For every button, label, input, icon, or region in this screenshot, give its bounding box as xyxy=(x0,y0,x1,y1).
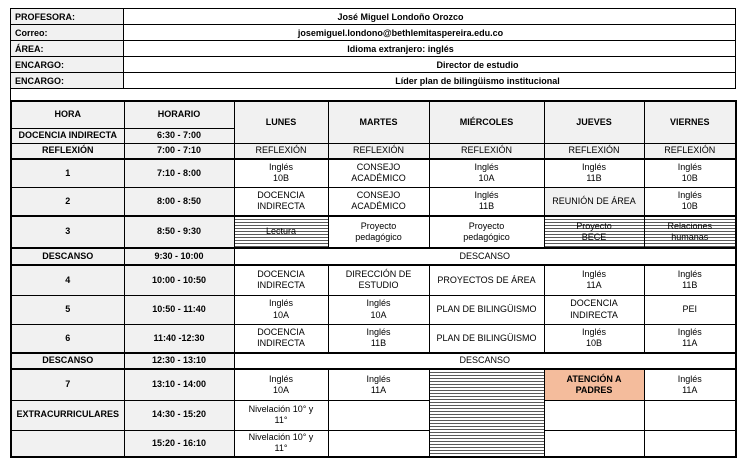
cell-viernes-fila-1520 xyxy=(644,430,736,457)
cell-text: LUNES xyxy=(265,116,297,127)
cell-hora-hora-4-1000 xyxy=(11,265,124,295)
cell-miercoles-reflexion-0700 xyxy=(429,143,544,159)
info-label-encargo-2: ENCARGO: xyxy=(11,73,124,89)
cell-text: Inglés xyxy=(677,327,702,337)
cell-text: 11B xyxy=(478,201,495,212)
cell-text: Nivelación 10° y xyxy=(248,432,314,442)
cell-text: HORARIO xyxy=(157,109,201,120)
cell-text: Inglés xyxy=(268,373,294,384)
cell-martes-hora-5-1050 xyxy=(328,295,429,324)
cell-text: VIERNES xyxy=(669,116,710,127)
cell-martes-reflexion-0700 xyxy=(328,143,429,159)
cell-text: REFLEXIÓN xyxy=(41,145,94,156)
cell-text: Inglés xyxy=(677,162,702,172)
cell-viernes-hora-7-1310 xyxy=(644,369,736,400)
cell-text: Inglés xyxy=(474,162,499,172)
cell-text: Inglés xyxy=(366,298,391,309)
cell-text: DOCENCIA xyxy=(257,190,305,200)
schedule-row-descanso-0930 xyxy=(11,248,736,265)
cell-hora-header xyxy=(11,101,124,128)
cell-text: Proyecto xyxy=(468,220,505,231)
cell-martes-extracurriculares-1430 xyxy=(328,400,429,430)
cell-text: ACADÉMICO xyxy=(351,201,406,212)
cell-viernes-hora-1-0710 xyxy=(644,159,736,187)
cell-text: EXTRACURRICULARES xyxy=(16,409,119,420)
cell-jueves-fila-1520 xyxy=(544,430,644,457)
cell-lunes-hora-4-1000 xyxy=(234,265,328,295)
cell-text: Inglés xyxy=(474,190,499,200)
info-label-correo: Correo: xyxy=(11,25,124,41)
cell-text: 10:50 - 11:40 xyxy=(152,303,206,314)
cell-miercoles-hora-6-1140 xyxy=(429,324,544,353)
cell-horario-header xyxy=(124,101,234,128)
cell-text: 11° xyxy=(274,443,288,454)
cell-text: Lectura xyxy=(265,226,297,237)
cell-viernes-hora-4-1000 xyxy=(644,265,736,295)
cell-lunes-hora-5-1050 xyxy=(234,295,328,324)
cell-miercoles-hora-3-0850 xyxy=(429,216,544,248)
cell-hora-extracurriculares-1430 xyxy=(11,400,124,430)
cell-miercoles-header xyxy=(429,101,544,143)
cell-horario-extracurriculares-1430 xyxy=(124,400,234,430)
cell-jueves-hora-5-1050 xyxy=(544,295,644,324)
info-row-encargo-1 xyxy=(11,57,736,73)
cell-text: 11° xyxy=(274,415,288,425)
cell-text: Inglés xyxy=(581,162,607,172)
cell-text: REFLEXIÓN xyxy=(352,145,404,156)
cell-text: CONSEJO xyxy=(356,190,401,200)
cell-viernes-hora-6-1140 xyxy=(644,324,736,353)
cell-lunes-descanso-1230 xyxy=(234,353,736,369)
cell-text: HORA xyxy=(54,109,81,120)
cell-text: 11B xyxy=(586,173,602,184)
cell-text: 13:10 - 14:00 xyxy=(151,379,207,390)
cell-text: DOCENCIA xyxy=(257,327,305,337)
cell-text: 10B xyxy=(585,338,602,349)
cell-text: 9:30 - 10:00 xyxy=(154,250,204,261)
cell-hora-hora-6-1140 xyxy=(11,324,124,353)
cell-text: DESCANSO xyxy=(459,355,510,366)
cell-martes-hora-7-1310 xyxy=(328,369,429,400)
schedule-row-hora-4-1000 xyxy=(11,265,736,295)
cell-text: 10A xyxy=(370,309,387,320)
schedule-row-extracurriculares-1430 xyxy=(11,400,736,430)
cell-horario-hora-4-1000 xyxy=(124,265,234,295)
cell-jueves-reflexion-0700 xyxy=(544,143,644,159)
cell-horario-hora-2-0800 xyxy=(124,187,234,216)
cell-horario-descanso-0930 xyxy=(124,248,234,265)
cell-text: 1 xyxy=(65,167,71,178)
schedule-row-hora-1-0710 xyxy=(11,159,736,187)
schedule-row-hora-3-0850 xyxy=(11,216,736,248)
cell-martes-hora-1-0710 xyxy=(328,159,429,187)
info-row-area xyxy=(11,41,736,57)
cell-text: 10B xyxy=(681,201,698,212)
cell-text: INDIRECTA xyxy=(257,338,305,349)
cell-horario-descanso-1230 xyxy=(124,353,234,369)
schedule-row-header xyxy=(11,101,736,128)
cell-miercoles-hora-7-1310 xyxy=(429,369,544,457)
cell-text: Inglés xyxy=(677,269,702,279)
cell-viernes-reflexion-0700 xyxy=(644,143,736,159)
cell-text: PADRES xyxy=(575,384,613,395)
cell-text: Relaciones xyxy=(667,220,713,231)
cell-text: Inglés xyxy=(677,373,702,384)
cell-hora-hora-7-1310 xyxy=(11,369,124,400)
cell-martes-hora-2-0800 xyxy=(328,187,429,216)
cell-horario-hora-7-1310 xyxy=(124,369,234,400)
info-label-profesora: PROFESORA: xyxy=(11,9,124,25)
cell-horario-hora-6-1140 xyxy=(124,324,234,353)
cell-horario-reflexion-0700 xyxy=(124,143,234,159)
cell-text: PLAN DE BILINGÜISMO xyxy=(436,332,537,343)
info-value-encargo-2: Líder plan de bilingüismo institucional xyxy=(124,73,736,89)
info-row-correo xyxy=(11,25,736,41)
cell-miercoles-hora-1-0710 xyxy=(429,159,544,187)
schedule-row-hora-7-1310 xyxy=(11,369,736,400)
cell-text: Proyecto xyxy=(360,220,397,231)
cell-text: 11A xyxy=(682,384,698,395)
teacher-info-table xyxy=(10,8,736,89)
cell-hora-descanso-0930 xyxy=(11,248,124,265)
schedule-row-fila-1520 xyxy=(11,430,736,457)
cell-hora-hora-1-0710 xyxy=(11,159,124,187)
cell-text: REFLEXIÓN xyxy=(460,145,512,156)
cell-text: Inglés xyxy=(366,327,391,337)
cell-text: 7 xyxy=(65,379,71,390)
cell-miercoles-hora-4-1000 xyxy=(429,265,544,295)
cell-text: pedagógico xyxy=(355,232,402,242)
info-label-encargo-1: ENCARGO: xyxy=(11,57,124,73)
cell-text: DOCENCIA xyxy=(257,269,305,279)
cell-text: DOCENCIA INDIRECTA xyxy=(18,129,117,140)
cell-hora-descanso-1230 xyxy=(11,353,124,369)
cell-lunes-descanso-0930 xyxy=(234,248,736,265)
cell-jueves-hora-1-0710 xyxy=(544,159,644,187)
cell-text: CONSEJO xyxy=(356,162,401,172)
cell-martes-header xyxy=(328,101,429,143)
cell-lunes-hora-3-0850 xyxy=(234,216,328,248)
cell-jueves-hora-2-0800 xyxy=(544,187,644,216)
cell-hora-hora-3-0850 xyxy=(11,216,124,248)
cell-text: INDIRECTA xyxy=(257,201,305,212)
schedule-table xyxy=(10,100,737,458)
cell-viernes-hora-5-1050 xyxy=(644,295,736,324)
cell-text: Inglés xyxy=(581,327,607,337)
cell-text: PROYECTOS DE ÁREA xyxy=(437,274,536,285)
cell-text: ATENCIÓN A xyxy=(566,373,622,384)
cell-lunes-hora-1-0710 xyxy=(234,159,328,187)
cell-text: JUEVES xyxy=(576,116,612,127)
cell-text: ACADÉMICO xyxy=(351,173,406,184)
info-value-area: Idioma extranjero: inglés xyxy=(124,41,736,57)
cell-text: Inglés xyxy=(268,298,294,309)
cell-hora-reflexion-0700 xyxy=(11,143,124,159)
cell-text: REUNIÓN DE ÁREA xyxy=(552,195,636,206)
cell-martes-hora-3-0850 xyxy=(328,216,429,248)
cell-martes-hora-6-1140 xyxy=(328,324,429,353)
cell-horario-hora-1-0710 xyxy=(124,159,234,187)
cell-lunes-fila-1520 xyxy=(234,430,328,457)
cell-text: 8:50 - 9:30 xyxy=(156,226,202,237)
cell-viernes-hora-3-0850 xyxy=(644,216,736,248)
cell-text: PLAN DE BILINGÜISMO xyxy=(436,303,537,314)
cell-text: PEI xyxy=(682,303,697,314)
cell-viernes-header xyxy=(644,101,736,143)
cell-lunes-reflexion-0700 xyxy=(234,143,328,159)
cell-text: DESCANSO xyxy=(459,250,510,261)
cell-text: 12:30 - 13:10 xyxy=(151,355,207,366)
schedule-row-hora-6-1140 xyxy=(11,324,736,353)
schedule-row-descanso-1230 xyxy=(11,353,736,369)
cell-text: Inglés xyxy=(677,190,702,200)
cell-text: 2 xyxy=(65,195,71,206)
cell-text: Nivelación 10° y xyxy=(248,403,314,414)
cell-lunes-header xyxy=(234,101,328,143)
cell-text: Inglés xyxy=(366,373,391,384)
cell-martes-hora-4-1000 xyxy=(328,265,429,295)
cell-text: 11:40 -12:30 xyxy=(153,332,205,343)
info-value-profesora: José Miguel Londoño Orozco xyxy=(124,9,736,25)
schedule-row-hora-5-1050 xyxy=(11,295,736,324)
cell-text: 4 xyxy=(65,274,71,285)
cell-text: 7:00 - 7:10 xyxy=(156,145,202,156)
info-label-area: ÁREA: xyxy=(11,41,124,57)
schedule-row-hora-2-0800 xyxy=(11,187,736,216)
schedule-row-reflexion-0700 xyxy=(11,143,736,159)
cell-text: 11B xyxy=(370,338,387,349)
cell-jueves-hora-4-1000 xyxy=(544,265,644,295)
cell-lunes-extracurriculares-1430 xyxy=(234,400,328,430)
cell-text: pedagógico xyxy=(463,232,510,242)
schedule-body xyxy=(11,101,736,457)
cell-text: 11A xyxy=(586,280,602,291)
cell-text: MARTES xyxy=(359,116,398,127)
cell-text: 10:00 - 10:50 xyxy=(151,274,207,285)
cell-horario-docencia-indirecta-0630 xyxy=(124,128,234,143)
cell-hora-hora-2-0800 xyxy=(11,187,124,216)
info-value-correo: josemiguel.londono@bethlemitaspereira.edu.co xyxy=(124,25,736,41)
cell-horario-hora-3-0850 xyxy=(124,216,234,248)
cell-text: 10B xyxy=(681,173,698,184)
cell-text: BECE xyxy=(581,232,607,242)
cell-viernes-extracurriculares-1430 xyxy=(644,400,736,430)
cell-text: 7:10 - 8:00 xyxy=(156,167,202,178)
cell-text: MIÉRCOLES xyxy=(459,116,514,127)
cell-text: 3 xyxy=(65,226,71,237)
cell-jueves-header xyxy=(544,101,644,143)
cell-text: INDIRECTA xyxy=(257,280,305,291)
cell-hora-hora-5-1050 xyxy=(11,295,124,324)
cell-text: 11A xyxy=(370,384,387,395)
cell-text: INDIRECTA xyxy=(570,309,618,320)
cell-jueves-hora-7-1310 xyxy=(544,369,644,400)
cell-lunes-hora-7-1310 xyxy=(234,369,328,400)
cell-text: 11A xyxy=(682,338,698,349)
cell-hora-docencia-indirecta-0630 xyxy=(11,128,124,143)
cell-text: Proyecto xyxy=(576,220,612,231)
info-value-encargo-1: Director de estudio xyxy=(124,57,736,73)
cell-text: 15:20 - 16:10 xyxy=(151,437,207,448)
cell-text: 6:30 - 7:00 xyxy=(156,129,202,140)
info-row-encargo-2 xyxy=(11,73,736,89)
cell-text: 10B xyxy=(272,173,289,184)
cell-text: Inglés xyxy=(581,269,607,279)
cell-text: DESCANSO xyxy=(42,250,94,261)
cell-text: DOCENCIA xyxy=(570,298,618,309)
cell-miercoles-hora-5-1050 xyxy=(429,295,544,324)
cell-text: 8:00 - 8:50 xyxy=(156,195,202,206)
cell-text: DIRECCIÓN DE xyxy=(345,269,412,279)
cell-horario-hora-5-1050 xyxy=(124,295,234,324)
cell-text: 10A xyxy=(272,384,289,395)
cell-viernes-hora-2-0800 xyxy=(644,187,736,216)
cell-lunes-hora-6-1140 xyxy=(234,324,328,353)
cell-text: REFLEXIÓN xyxy=(255,145,307,156)
cell-hora-fila-1520 xyxy=(11,430,124,457)
cell-miercoles-hora-2-0800 xyxy=(429,187,544,216)
cell-jueves-extracurriculares-1430 xyxy=(544,400,644,430)
cell-text: 6 xyxy=(65,332,71,343)
cell-text: humanas xyxy=(671,232,709,242)
cell-text: 10A xyxy=(478,173,495,184)
cell-text: Inglés xyxy=(268,162,294,172)
cell-text: REFLEXIÓN xyxy=(664,145,716,156)
cell-jueves-hora-3-0850 xyxy=(544,216,644,248)
cell-text: DESCANSO xyxy=(42,355,94,366)
cell-martes-fila-1520 xyxy=(328,430,429,457)
cell-text: 5 xyxy=(65,303,71,314)
cell-text: ESTUDIO xyxy=(358,280,399,291)
cell-horario-fila-1520 xyxy=(124,430,234,457)
cell-text: 11B xyxy=(682,280,698,291)
cell-text: 14:30 - 15:20 xyxy=(151,409,207,420)
cell-text: REFLEXIÓN xyxy=(568,145,620,156)
cell-lunes-hora-2-0800 xyxy=(234,187,328,216)
cell-text: 10A xyxy=(272,309,289,320)
info-row-profesora xyxy=(11,9,736,25)
cell-jueves-hora-6-1140 xyxy=(544,324,644,353)
